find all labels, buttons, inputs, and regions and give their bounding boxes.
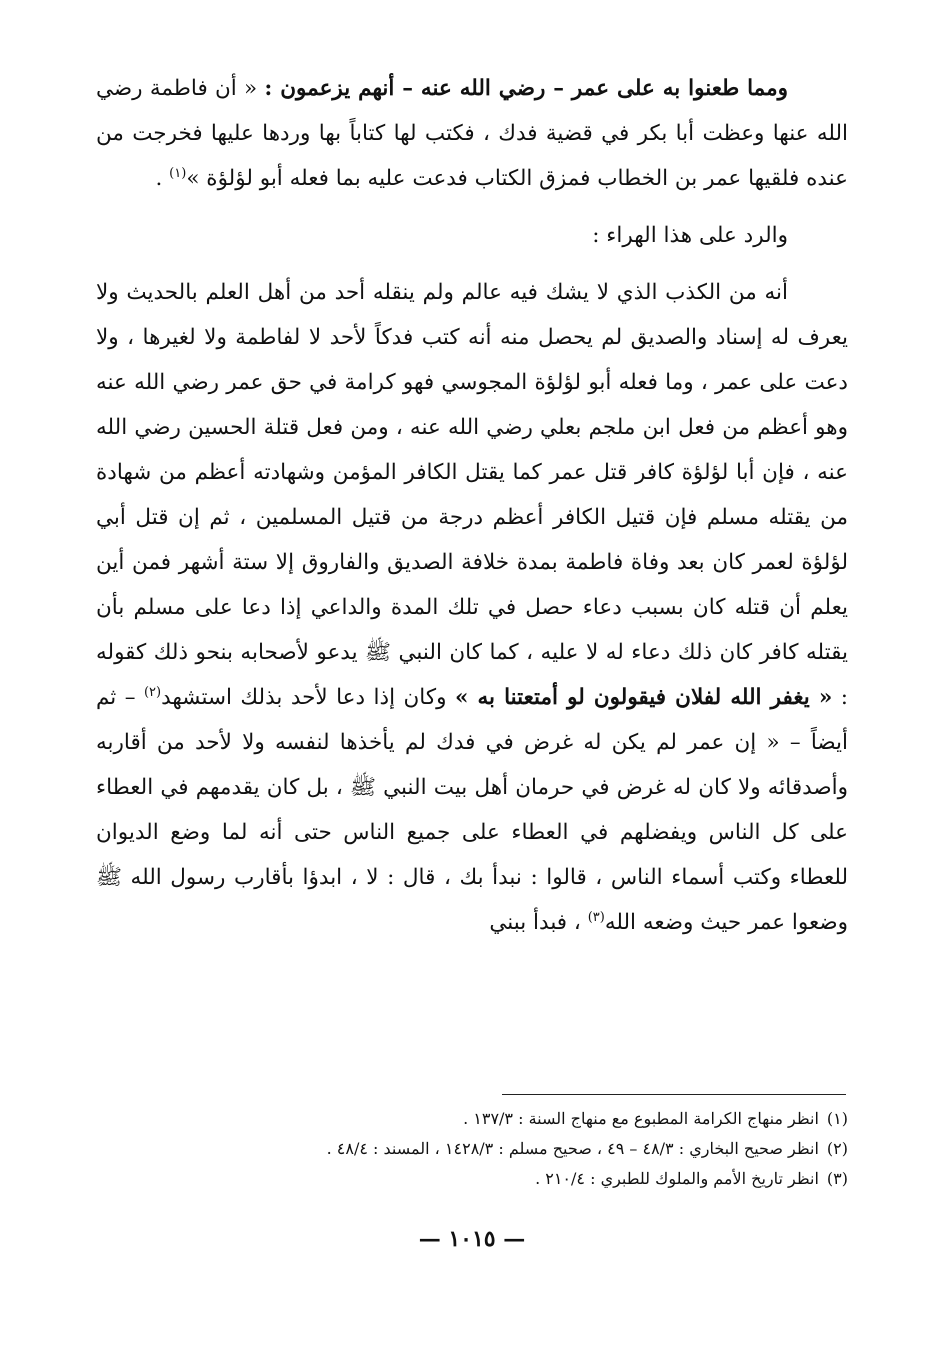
rebuttal-text-d: – ثم أيضاً – « إن عمر لم يكن له غرض في فدك لم يأخذها لنفسه ولا لأحد من أقاربه وأصدقائه ولا كان له غرض في حرمان أهل بيت النبي ﷺ ، بل كان يقدمهم في العطاء على كل الناس ويفضلهم في العطاء على جميع الناس حتى أنه لما وضع الديوان للعطاء وكتب أسماء الناس ، قالوا : نبدأ بك ، قال : لا ، ابدؤا بأقارب رسول الله ﷺ وضعوا عمر حيث وضعه الله <box>96 685 848 935</box>
page-number: — ١٠١٥ — <box>418 1226 526 1252</box>
footnote-2 <box>96 1134 848 1164</box>
footnote-ref-3: (٣) <box>587 909 605 925</box>
footnote-text: انظر منهاج الكرامة المطبوع مع منهاج السنة : ١٣٧/٣ . <box>463 1109 819 1128</box>
main-text <box>96 66 848 945</box>
footnote-number: (١) <box>826 1109 848 1128</box>
footnotes <box>96 1104 848 1194</box>
rebuttal-text-e: ، فبدأ ببني <box>489 910 588 935</box>
paragraph-rebuttal-heading: والرد على هذا الهراء : <box>592 223 788 248</box>
claim-tail: . <box>155 166 170 191</box>
paragraph-rebuttal <box>96 270 848 945</box>
paragraph-claim <box>96 66 848 201</box>
rebuttal-text-a: أنه من الكذب الذي لا يشك فيه عالم ولم ينقله أحد من أهل العلم بالحديث ولا يعرف له إسناد والصديق لم يحصل منه أنه كتب فدكاً لأحد لا لفاطمة ولا لغيرها ، ولا دعت على عمر ، وما فعله أبو لؤلؤة المجوسي فهو كرامة في حق عمر رضي الله عنه وهو أعظم من فعل ابن ملجم بعلي رضي الله عنه ، ومن فعل قتلة الحسين رضي الله عنه ، فإن أبا لؤلؤة كافر قتل عمر كما يقتل الكافر المؤمن وشهادته أعظم من شهادة من يقتله مسلم فإن قتيل الكافر أعظم درجة من قتيل المسلمين ، ثم إن قتل أبي لؤلؤة لعمر كان بعد وفاة فاطمة بمدة خلافة الصديق والفاروق إلا ستة أشهر فمن أين يعلم أن قتله كان بسبب دعاء حصل في تلك المدة والداعي إذا دعا على مسلم بأن يقتله كافر كان ذلك دعاء له لا عليه ، كما كان النبي ﷺ يدعو لأصحابه بنحو ذلك كقوله : <box>96 280 848 710</box>
footnote-number: (٢) <box>826 1139 848 1158</box>
footnote-text: انظر تاريخ الأمم والملوك للطبري : ٢١٠/٤ . <box>535 1169 819 1188</box>
footnote-text: انظر صحيح البخاري : ٤٨/٣ – ٤٩ ، صحيح مسلم : ١٤٢٨/٣ ، المسند : ٤٨/٤ . <box>326 1139 819 1158</box>
footnote-1 <box>96 1104 848 1134</box>
footnote-divider <box>502 1094 846 1095</box>
footnote-ref-2: (٢) <box>143 684 162 700</box>
footnote-number: (٣) <box>826 1169 848 1188</box>
hadith-quote: « يغفر الله لفلان فيقولون لو أمتعتنا به » <box>454 685 833 710</box>
claim-quote: « أن فاطمة رضي الله عنها وعظت أبا بكر في قضية فدك ، فكتب لها كتاباً بها وردها عليها فخرجت من عنده فلقيها عمر بن الخطاب فمزق الكتاب فدعت عليه بما فعله أبو لؤلؤة » <box>96 76 848 191</box>
footnote-3 <box>96 1164 848 1194</box>
rebuttal-text-c: وكان إذا دعا لأحد بذلك استشهد <box>161 685 455 710</box>
claim-lead: ومما طعنوا به على عمر – رضي الله عنه – أنهم يزعمون : <box>264 76 788 101</box>
footnote-ref-1: (١) <box>169 165 187 181</box>
